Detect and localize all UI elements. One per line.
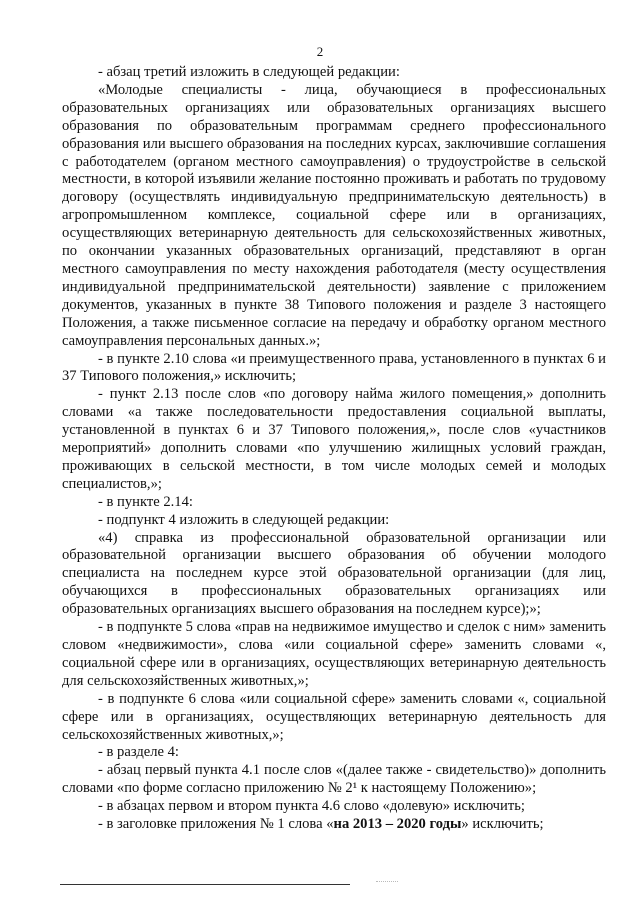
paragraph-punkt-4-1: - абзац первый пункта 4.1 после слов «(далее также - свидетельство)» дополнить словами «по форме согласно приложению № 2¹ к настоящему Положению»; (62, 762, 606, 797)
paragraph-podpunkt-4: - подпункт 4 изложить в следующей редакции: (98, 511, 390, 528)
prilozhenie-prefix: - в заголовке приложения № 1 слова « (98, 816, 334, 833)
paragraph-punkt-4-6: - в абзацах первом и втором пункта 4.6 слово «долевую» исключить; (98, 798, 525, 815)
document-body (62, 64, 606, 834)
prilozhenie-years-bold: на 2013 – 2020 годы (333, 816, 462, 833)
paragraph-punkt-2-13: - пункт 2.13 после слов «по договору найма жилого помещения,» дополнить словами «а также последовательности предоставления социальной выплаты, установленной в пунктах 6 и 37 Типового положения,», после слов «участников мероприятий» дополнить словами «по улучшению жилищных условий граждан, проживающих в сельской местности, в том числе молодых семей и молодых специалистов,»; (62, 386, 606, 492)
paragraph-abzac-tretij: - абзац третий изложить в следующей редакции: (98, 64, 400, 80)
page-number: 2 (316, 44, 324, 59)
paragraph-punkt-2-14: - в пункте 2.14: (98, 493, 193, 510)
footer-rule (60, 884, 350, 885)
paragraph-podpunkt-6: - в подпункте 6 слова «или социальной сфере» заменить словами «, социальной сфере или в организациях, осуществляющих ветеринарную деятельность для сельскохозяйственных животных,»; (62, 690, 606, 743)
paragraph-prilozhenie-1 (62, 816, 606, 834)
footer-scan-mark (376, 881, 398, 882)
paragraph-punkt-2-10: - в пункте 2.10 слова «и преимущественного права, установленного в пунктах 6 и 37 Типового положения,» исключить; (62, 350, 606, 385)
paragraph-molodye-specialisty: «Молодые специалисты - лица, обучающиеся в профессиональных образовательных организациях или образовательных организациях высшего образования по образовательным программам среднего профессионального образования или высшего образования на последних курсах, заключившие соглашения с работодателем (органом местного самоуправления) о трудоустройстве в сельской местности, в которой изъявили желание постоянно проживать и работать по трудовому договору (осуществлять индивидуальную предпринимательскую деятельность) в агропромышленном комплексе, социальной сфере или в организациях, осуществляющих ветеринарную деятельность для сельскохозяйственных животных, по окончании указанных образовательных организаций, представляют в орган местного самоуправления по месту нахождения работодателя (месту осуществления индивидуальной предпринимательской деятельности) заявление с приложением документов, указанных в пункте 38 Типового положения и разделе 3 настоящего Положения, а также письменное согласие на передачу и обработку органом местного самоуправления персональных данных.»; (62, 81, 606, 349)
paragraph-razdel-4: - в разделе 4: (98, 744, 179, 761)
prilozhenie-suffix: » исключить; (461, 816, 544, 833)
paragraph-spravka: «4) справка из профессиональной образовательной организации или образовательной организации высшего образования об обучении молодого специалиста на последнем курсе этой образовательной организации (для лиц, обучающихся в профессиональных образовательных организациях или образовательных организациях высшего образования на последнем курсе);»; (62, 529, 606, 618)
paragraph-podpunkt-5: - в подпункте 5 слова «прав на недвижимое имущество и сделок с ним» заменить словом «недвижимости», слова «или социальной сфере» заменить словами «, социальной сфере или в организациях, осуществляющих ветеринарную деятельность для сельскохозяйственных животных,»; (62, 619, 606, 689)
